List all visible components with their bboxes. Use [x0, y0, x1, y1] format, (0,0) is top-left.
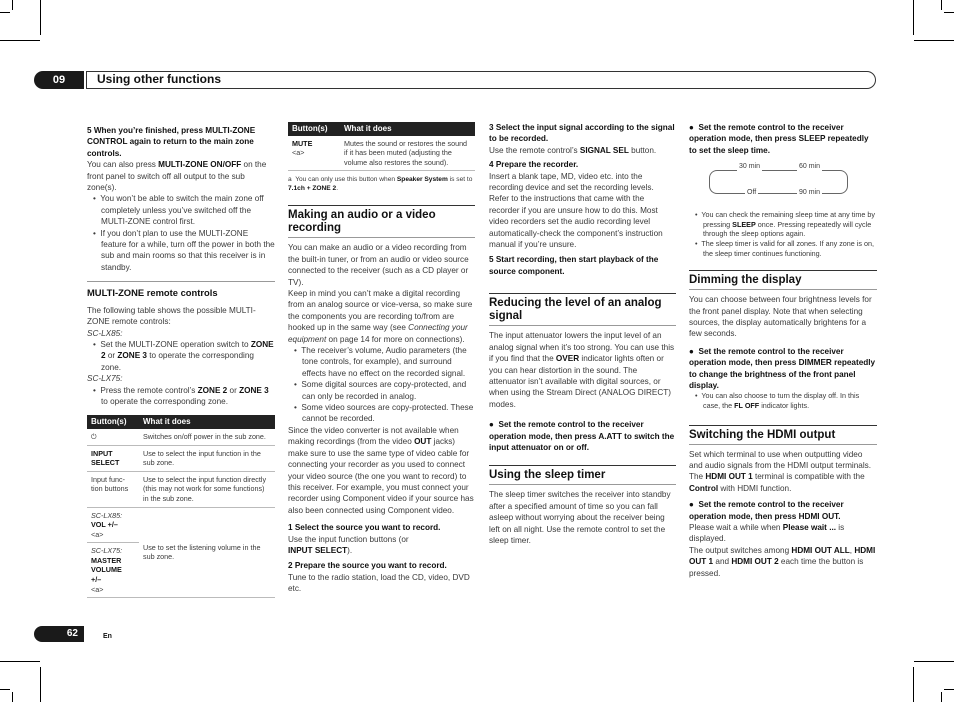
column-4: [689, 122, 877, 579]
paragraph: Use the input function buttons (or INPUT SELECT).: [288, 534, 409, 555]
step-heading: 3 Select the input signal according to the signal to be recorded.: [489, 123, 675, 144]
cycle-arrow: [709, 170, 718, 194]
model-label: SC-LX75:: [87, 374, 123, 384]
crop-mark: [0, 12, 10, 13]
crop-mark: [914, 661, 954, 662]
paragraph: Insert a blank tape, MD, video etc. into the recording device and set the recording levels. Refer to the instructions that came with the recorder if you are unsure how to do this. Most video recorders set the audio recording level automatically-check the component’s instruction manual if you’re unsure.: [489, 171, 663, 250]
cycle-option: 90 min: [799, 189, 821, 197]
divider: [489, 465, 676, 466]
bullet-item: • Set the MULTI-ZONE operation switch to ZONE 2 or ZONE 3 to operate the corresponding zone.: [93, 339, 274, 372]
bullet-item: • The sleep timer is valid for all zones. If any zone is on, the sleep timer continues functioning.: [695, 239, 874, 258]
step-heading: 5 Start recording, then start playback of the source component.: [489, 255, 659, 276]
column-2: [288, 122, 475, 595]
column-3: [489, 122, 676, 546]
crop-mark: [0, 661, 40, 662]
bullet-item: • The receiver’s volume, Audio parameters (the tone controls, for example), and surround effects have no effect on the recorded signal.: [294, 346, 467, 378]
bullet-item: • You can also choose to turn the display off. In this case, the FL OFF indicator lights.: [695, 391, 860, 411]
table-row: SC-LX75: MASTER VOLUME +/– <a>: [87, 543, 275, 598]
crop-mark: [0, 40, 40, 41]
table-header: Button(s): [288, 122, 340, 136]
divider: [489, 293, 676, 294]
step-heading: ● Set the remote control to the receiver operation mode, then press A.ATT to switch the input attenuator on or off.: [489, 420, 675, 452]
paragraph: The input attenuator lowers the input level of an analog signal when it’s too strong. You can use this if you find that the OVER indicator lights often or you can hear distortion in the sound. The attenuator isn’t available with digital sources, or when using the Stream Direct (ANALOG DIRECT) modes.: [489, 331, 675, 409]
crop-mark: [941, 692, 942, 702]
section-heading: Dimming the display: [689, 274, 802, 287]
bullet-dot-icon: ●: [689, 123, 694, 132]
section-heading: MULTI-ZONE remote controls: [87, 287, 218, 299]
crop-mark: [914, 40, 954, 41]
table-header: What it does: [139, 415, 275, 429]
power-icon: ⏻: [91, 431, 97, 441]
table-header: What it does: [340, 122, 475, 136]
crop-mark: [0, 689, 10, 690]
divider: [689, 270, 877, 271]
step-heading: 1 Select the source you want to record.: [288, 523, 441, 533]
paragraph: Set which terminal to use when outputting video and audio signals from the HDMI output terminals.: [689, 449, 872, 471]
paragraph: The output switches among HDMI OUT ALL, HDMI OUT 1 and HDMI OUT 2 each time the button is pressed.: [689, 545, 876, 578]
paragraph: Tune to the radio station, load the CD, video, DVD etc.: [288, 572, 470, 594]
step-heading: 5 When you’re finished, press MULTI-ZONE CONTROL again to return to the main zone controls.: [87, 126, 256, 158]
divider: [87, 281, 275, 282]
crop-mark: [941, 0, 942, 10]
cycle-option: 30 min: [739, 163, 761, 171]
cycle-option: Off: [747, 189, 757, 197]
bullet-item: • Some video sources are copy-protected. These cannot be recorded.: [294, 403, 474, 424]
crop-mark: [40, 0, 41, 35]
bullet-item: • You won’t be able to switch the main zone off completely unless you’ve switched off the MULTI-ZONE control first.: [93, 194, 264, 227]
divider: [689, 289, 877, 290]
divider: [288, 205, 475, 206]
divider: [489, 484, 676, 485]
crop-mark: [40, 667, 41, 702]
column-1: [87, 122, 275, 598]
paragraph: Use the remote control’s SIGNAL SEL button.: [489, 145, 657, 155]
bullet-item: • If you don’t plan to use the MULTI-ZONE feature for a while, turn off the power in both the sub and main rooms so that this receiver is in standby.: [93, 228, 275, 272]
page-title: Using other functions: [97, 72, 221, 86]
paragraph: The sleep timer switches the receiver into standby after a specified amount of time so you can fall asleep without worrying about the receiver being left on all night. Use the remote control to set the sleep timer.: [489, 490, 671, 545]
divider: [489, 325, 676, 326]
paragraph: The HDMI OUT 1 terminal is compatible with the Control with HDMI function.: [689, 472, 865, 493]
step-heading: ● Set the remote control to the receiver operation mode, then press SLEEP repeatedly to set the sleep time.: [689, 123, 869, 155]
footnote: a You can only use this button when Speaker System is set to 7.1ch + ZONE 2.: [288, 176, 473, 193]
sleep-cycle-diagram: [717, 162, 849, 206]
table-header: Button(s): [87, 415, 139, 429]
crop-mark: [12, 692, 13, 702]
cycle-arrow: [717, 170, 848, 194]
section-heading: Switching the HDMI output: [689, 428, 836, 441]
table-row: ⏻ Switches on/off power in the sub zone.: [87, 429, 275, 445]
crop-mark: [913, 0, 914, 35]
crop-mark: [913, 667, 914, 702]
paragraph: Please wait a while when Please wait ... is displayed.: [689, 523, 845, 544]
paragraph: You can make an audio or a video recording from the built-in tuner, or from an audio or video source connected to the receiver (such as a CD player or TV).: [288, 243, 469, 287]
bullet-item: • Some digital sources are copy-protected, and can only be recorded in analog.: [294, 380, 467, 401]
divider: [288, 237, 475, 238]
paragraph: The following table shows the possible MULTI-ZONE remote controls:: [87, 305, 256, 327]
remote-table: [87, 415, 275, 598]
bullet-item: • You can check the remaining sleep time at any time by pressing SLEEP once. Pressing repeatedly will cycle through the sleep options again.: [695, 210, 875, 239]
paragraph: Since the video converter is not available when making recordings (from the video OUT jacks) make sure to use the same type of video cable for connecting your recorder as you used to connect your video source (the one you want to record) to this receiver. For example, you must connect your recorder using Component video if your source has also been connected using Component video.: [288, 425, 474, 515]
table-row: MUTE <a> Mutes the sound or restores the sound if it has been muted (adjusting the volume also restores the sound).: [288, 136, 475, 171]
bullet-dot-icon: ●: [689, 500, 694, 510]
bullet-item: • Press the remote control’s ZONE 2 or ZONE 3 to operate the corresponding zone.: [93, 385, 269, 406]
paragraph: You can also press MULTI-ZONE ON/OFF on the front panel to switch off all output to the sub zone(s).: [87, 160, 267, 193]
model-label: SC-LX85:: [87, 328, 123, 338]
paragraph: You can choose between four brightness levels for the front panel display. Note that when selecting sources, the display automatically brightens for a few seconds.: [689, 295, 872, 339]
divider: [689, 444, 877, 445]
section-heading: Making an audio or a video recording: [288, 209, 436, 235]
table-row: Input func-tion buttons Use to select the input function directly (this may not work for some functions) in the sub zone.: [87, 471, 275, 507]
bullet-dot-icon: ●: [689, 346, 694, 356]
chapter-number: 09: [34, 71, 84, 89]
step-heading: ● Set the remote control to the receiver operation mode, then press HDMI OUT.: [689, 500, 844, 521]
crop-mark: [12, 0, 13, 10]
table-row: SC-LX85: VOL +/– <a> Use to set the listening volume in the sub zone.: [87, 507, 275, 543]
page-number: 62: [34, 626, 84, 642]
paragraph: Keep in mind you can’t make a digital recording from an analog source or vice-versa, so make sure the components you are recording to/from are hooked up in the same way (see Connecting your equipment on page 14 for more on connections).: [288, 289, 473, 344]
language-label: En: [103, 633, 112, 640]
crop-mark: [944, 12, 954, 13]
bullet-dot-icon: ●: [489, 420, 494, 430]
table-row: INPUT SELECT Use to select the input function in the sub zone.: [87, 445, 275, 471]
step-heading: 2 Prepare the source you want to record.: [288, 561, 447, 571]
cycle-option: 60 min: [799, 163, 821, 171]
step-heading: 4 Prepare the recorder.: [489, 160, 579, 170]
crop-mark: [944, 689, 954, 690]
section-heading: Using the sleep timer: [489, 469, 606, 482]
divider: [689, 425, 877, 426]
step-heading: ● Set the remote control to the receiver operation mode, then press DIMMER repeatedly to change the brightness of the front panel display.: [689, 346, 876, 391]
section-heading: Reducing the level of an analog signal: [489, 297, 662, 323]
remote-table: [288, 122, 475, 171]
